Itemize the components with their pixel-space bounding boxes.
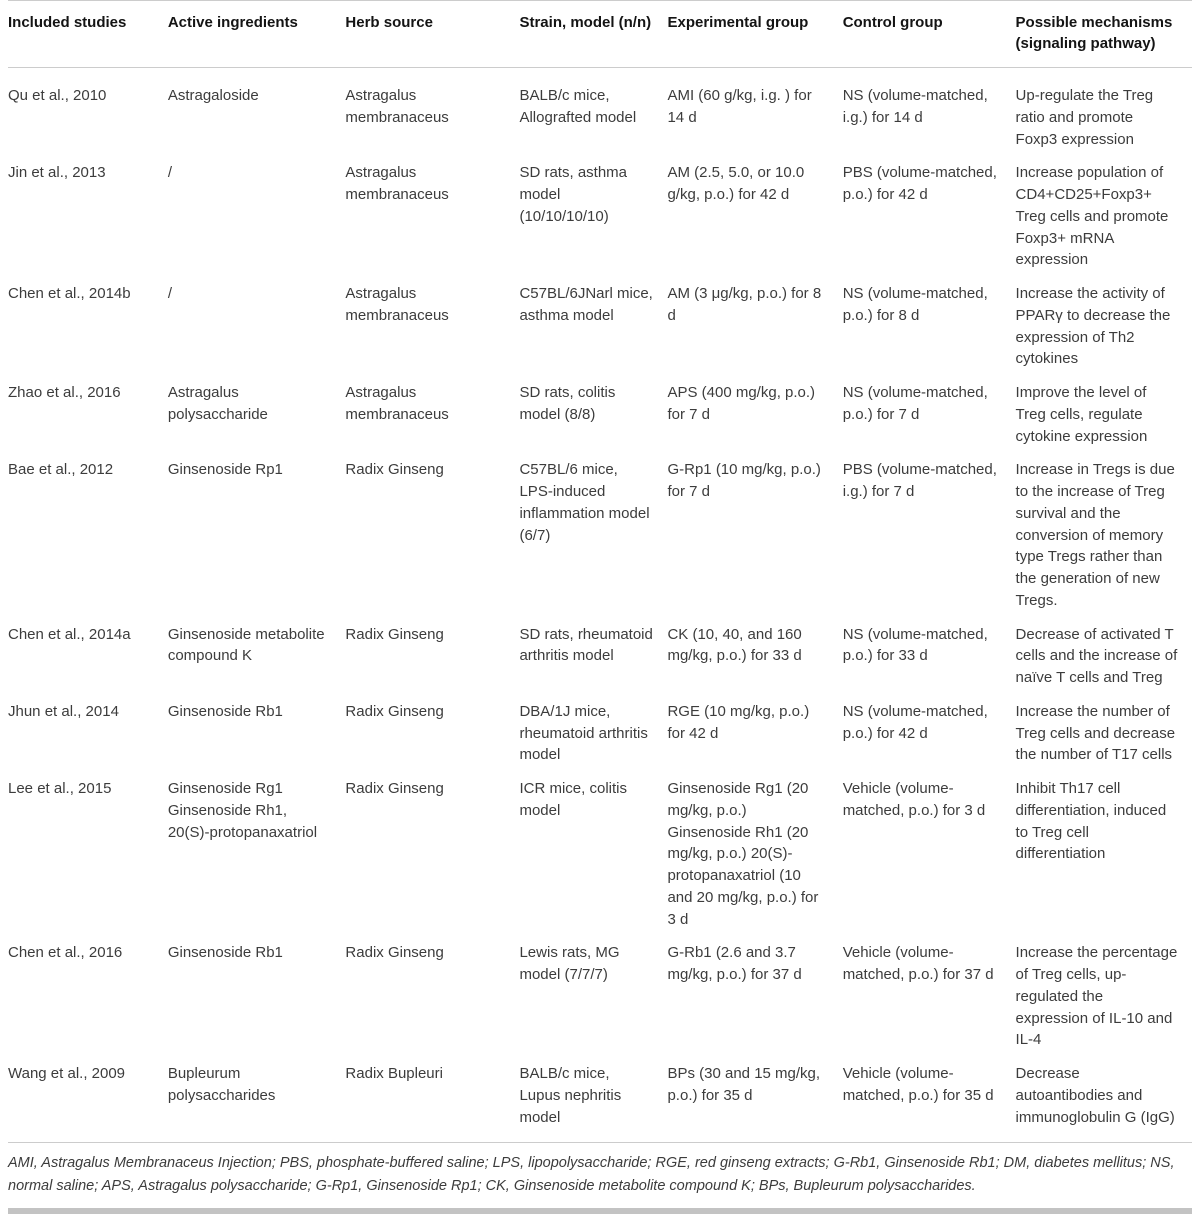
cell-control-group: Vehicle (volume-matched, p.o.) for 37 d bbox=[842, 944, 994, 983]
table-row bbox=[8, 933, 1192, 1054]
column-header-experimental-group: Experimental group bbox=[667, 1, 842, 68]
table-row bbox=[8, 153, 1192, 274]
table-row bbox=[8, 274, 1192, 373]
cell-herb-source: Astragalus membranaceus bbox=[345, 384, 449, 423]
table-head bbox=[8, 1, 1192, 68]
column-header-mechanisms: Possible mechanisms (signaling pathway) bbox=[1016, 1, 1192, 68]
cell-experimental-group: RGE (10 mg/kg, p.o.) for 42 d bbox=[667, 702, 810, 742]
column-header-herb-source: Herb source bbox=[345, 1, 519, 68]
cell-strain-model: SD rats, rheumatoid arthritis model bbox=[519, 625, 653, 665]
cell-herb-source: Astragalus membranaceus bbox=[345, 285, 449, 324]
cell-experimental-group: Ginsenoside Rg1 (20 mg/kg, p.o.) Ginsenoside Rh1 (20 mg/kg, p.o.) 20(S)-protopanaxatriol (10 and 20 mg/kg, p.o.) for 3 d bbox=[667, 780, 819, 928]
cell-mechanisms: Improve the level of Treg cells, regulate cytokine expression bbox=[1015, 384, 1148, 445]
cell-strain-model: SD rats, colitis model (8/8) bbox=[519, 384, 616, 423]
column-header-included-studies: Included studies bbox=[8, 1, 168, 68]
cell-experimental-group: G-Rb1 (2.6 and 3.7 mg/kg, p.o.) for 37 d bbox=[667, 944, 802, 983]
table-row bbox=[8, 1054, 1192, 1142]
cell-control-group: NS (volume-matched, p.o.) for 33 d bbox=[842, 625, 988, 665]
cell-mechanisms: Up-regulate the Treg ratio and promote Foxp3 expression bbox=[1015, 87, 1154, 148]
cell-strain-model: BALB/c mice, Allografted model bbox=[519, 87, 637, 126]
column-header-active-ingredients: Active ingredients bbox=[168, 1, 346, 68]
cell-strain-model: DBA/1J mice, rheumatoid arthritis model bbox=[519, 702, 648, 764]
table-row bbox=[8, 615, 1192, 692]
cell-active-ingredients: Ginsenoside Rb1 bbox=[167, 944, 283, 962]
cell-mechanisms: Decrease autoantibodies and immunoglobulin G (IgG) bbox=[1015, 1065, 1175, 1126]
cell-experimental-group: AMI (60 g/kg, i.g. ) for 14 d bbox=[667, 87, 812, 126]
cell-control-group: PBS (volume-matched, i.g.) for 7 d bbox=[842, 461, 997, 500]
cell-included-studies: Jhun et al., 2014 bbox=[8, 702, 119, 720]
table-row bbox=[8, 68, 1192, 154]
cell-experimental-group: AM (3 μg/kg, p.o.) for 8 d bbox=[667, 285, 822, 324]
cell-mechanisms: Increase the percentage of Treg cells, up-regulated the expression of IL-10 and IL-4 bbox=[1015, 944, 1178, 1049]
cell-herb-source: Radix Ginseng bbox=[345, 944, 444, 962]
cell-active-ingredients: Astragalus polysaccharide bbox=[167, 384, 268, 423]
cell-included-studies: Chen et al., 2016 bbox=[8, 944, 123, 962]
cell-herb-source: Radix Bupleuri bbox=[345, 1065, 443, 1082]
cell-strain-model: ICR mice, colitis model bbox=[519, 780, 627, 819]
cell-active-ingredients: / bbox=[167, 164, 172, 182]
cell-included-studies: Wang et al., 2009 bbox=[8, 1065, 126, 1082]
cell-mechanisms: Increase the number of Treg cells and decrease the number of T17 cells bbox=[1015, 702, 1176, 764]
cell-mechanisms: Decrease of activated T cells and the increase of naïve T cells and Treg bbox=[1015, 625, 1178, 686]
cell-active-ingredients: Astragaloside bbox=[167, 87, 259, 104]
cell-included-studies: Bae et al., 2012 bbox=[8, 461, 114, 479]
cell-mechanisms: Inhibit Th17 cell differentiation, induced to Treg cell differentiation bbox=[1015, 780, 1167, 863]
cell-included-studies: Chen et al., 2014a bbox=[8, 625, 131, 643]
cell-strain-model: BALB/c mice, Lupus nephritis model bbox=[519, 1065, 622, 1126]
cell-mechanisms: Increase in Tregs is due to the increase of Treg survival and the conversion of memory type Tregs rather than the generation of new Tregs. bbox=[1015, 461, 1175, 609]
cell-experimental-group: CK (10, 40, and 160 mg/kg, p.o.) for 33 d bbox=[667, 625, 802, 665]
cell-strain-model: SD rats, asthma model (10/10/10/10) bbox=[519, 164, 628, 225]
cell-experimental-group: APS (400 mg/kg, p.o.) for 7 d bbox=[667, 384, 816, 423]
cell-strain-model: C57BL/6JNarl mice, asthma model bbox=[519, 285, 653, 324]
cell-control-group: Vehicle (volume-matched, p.o.) for 3 d bbox=[842, 780, 986, 819]
cell-control-group: NS (volume-matched, p.o.) for 7 d bbox=[842, 384, 988, 423]
cell-active-ingredients: Ginsenoside Rp1 bbox=[167, 461, 283, 479]
column-header-control-group: Control group bbox=[843, 1, 1016, 68]
cell-experimental-group: AM (2.5, 5.0, or 10.0 g/kg, p.o.) for 42 d bbox=[667, 164, 805, 203]
table-row bbox=[8, 373, 1192, 450]
cell-strain-model: C57BL/6 mice, LPS-induced inflammation model (6/7) bbox=[519, 461, 650, 544]
table-row bbox=[8, 692, 1192, 769]
cell-included-studies: Qu et al., 2010 bbox=[8, 87, 107, 104]
cell-experimental-group: BPs (30 and 15 mg/kg, p.o.) for 35 d bbox=[667, 1065, 821, 1104]
cell-herb-source: Radix Ginseng bbox=[345, 780, 444, 797]
cell-active-ingredients: Bupleurum polysaccharides bbox=[167, 1065, 276, 1104]
table-body bbox=[8, 68, 1192, 1143]
cell-mechanisms: Increase the activity of PPARγ to decrease the expression of Th2 cytokines bbox=[1015, 285, 1171, 368]
cell-herb-source: Astragalus membranaceus bbox=[345, 164, 449, 203]
cell-mechanisms: Increase population of CD4+CD25+Foxp3+ Treg cells and promote Foxp3+ mRNA expression bbox=[1015, 164, 1169, 269]
cell-control-group: Vehicle (volume-matched, p.o.) for 35 d bbox=[842, 1065, 994, 1104]
cell-active-ingredients: Ginsenoside Rg1 Ginsenoside Rh1, 20(S)-protopanaxatriol bbox=[167, 780, 318, 841]
cell-herb-source: Astragalus membranaceus bbox=[345, 87, 449, 126]
cell-included-studies: Chen et al., 2014b bbox=[8, 285, 131, 302]
cell-strain-model: Lewis rats, MG model (7/7/7) bbox=[519, 944, 620, 983]
table-row bbox=[8, 769, 1192, 933]
cell-control-group: NS (volume-matched, i.g.) for 14 d bbox=[842, 87, 988, 126]
included-studies-table bbox=[8, 0, 1192, 1142]
cell-control-group: NS (volume-matched, p.o.) for 8 d bbox=[842, 285, 988, 324]
column-header-strain-model: Strain, model (n/n) bbox=[519, 1, 667, 68]
cell-control-group: NS (volume-matched, p.o.) for 42 d bbox=[842, 702, 988, 742]
cell-control-group: PBS (volume-matched, p.o.) for 42 d bbox=[842, 164, 997, 203]
cell-experimental-group: G-Rp1 (10 mg/kg, p.o.) for 7 d bbox=[667, 461, 821, 500]
cell-included-studies: Lee et al., 2015 bbox=[8, 780, 112, 797]
cell-active-ingredients: / bbox=[167, 285, 172, 302]
table-footnote: AMI, Astragalus Membranaceus Injection; PBS, phosphate-buffered saline; LPS, lipopolysaccharide; RGE, red ginseng extracts; G-Rb1, Ginsenoside Rb1; DM, diabetes mellitus; NS, normal saline; APS, Astragalus polysaccharide; G-Rp1, Ginsenoside Rp1; CK, Ginsenoside metabolite compound K; BPs, Bupleurum polysaccharides. bbox=[8, 1142, 1192, 1208]
table-row bbox=[8, 450, 1192, 614]
bottom-rule bbox=[8, 1208, 1192, 1214]
cell-active-ingredients: Ginsenoside metabolite compound K bbox=[167, 625, 325, 665]
cell-included-studies: Jin et al., 2013 bbox=[8, 164, 106, 182]
cell-active-ingredients: Ginsenoside Rb1 bbox=[167, 702, 283, 720]
cell-included-studies: Zhao et al., 2016 bbox=[8, 384, 121, 401]
cell-herb-source: Radix Ginseng bbox=[345, 461, 444, 479]
cell-herb-source: Radix Ginseng bbox=[345, 702, 444, 720]
cell-herb-source: Radix Ginseng bbox=[345, 625, 444, 643]
header-row bbox=[8, 1, 1192, 68]
